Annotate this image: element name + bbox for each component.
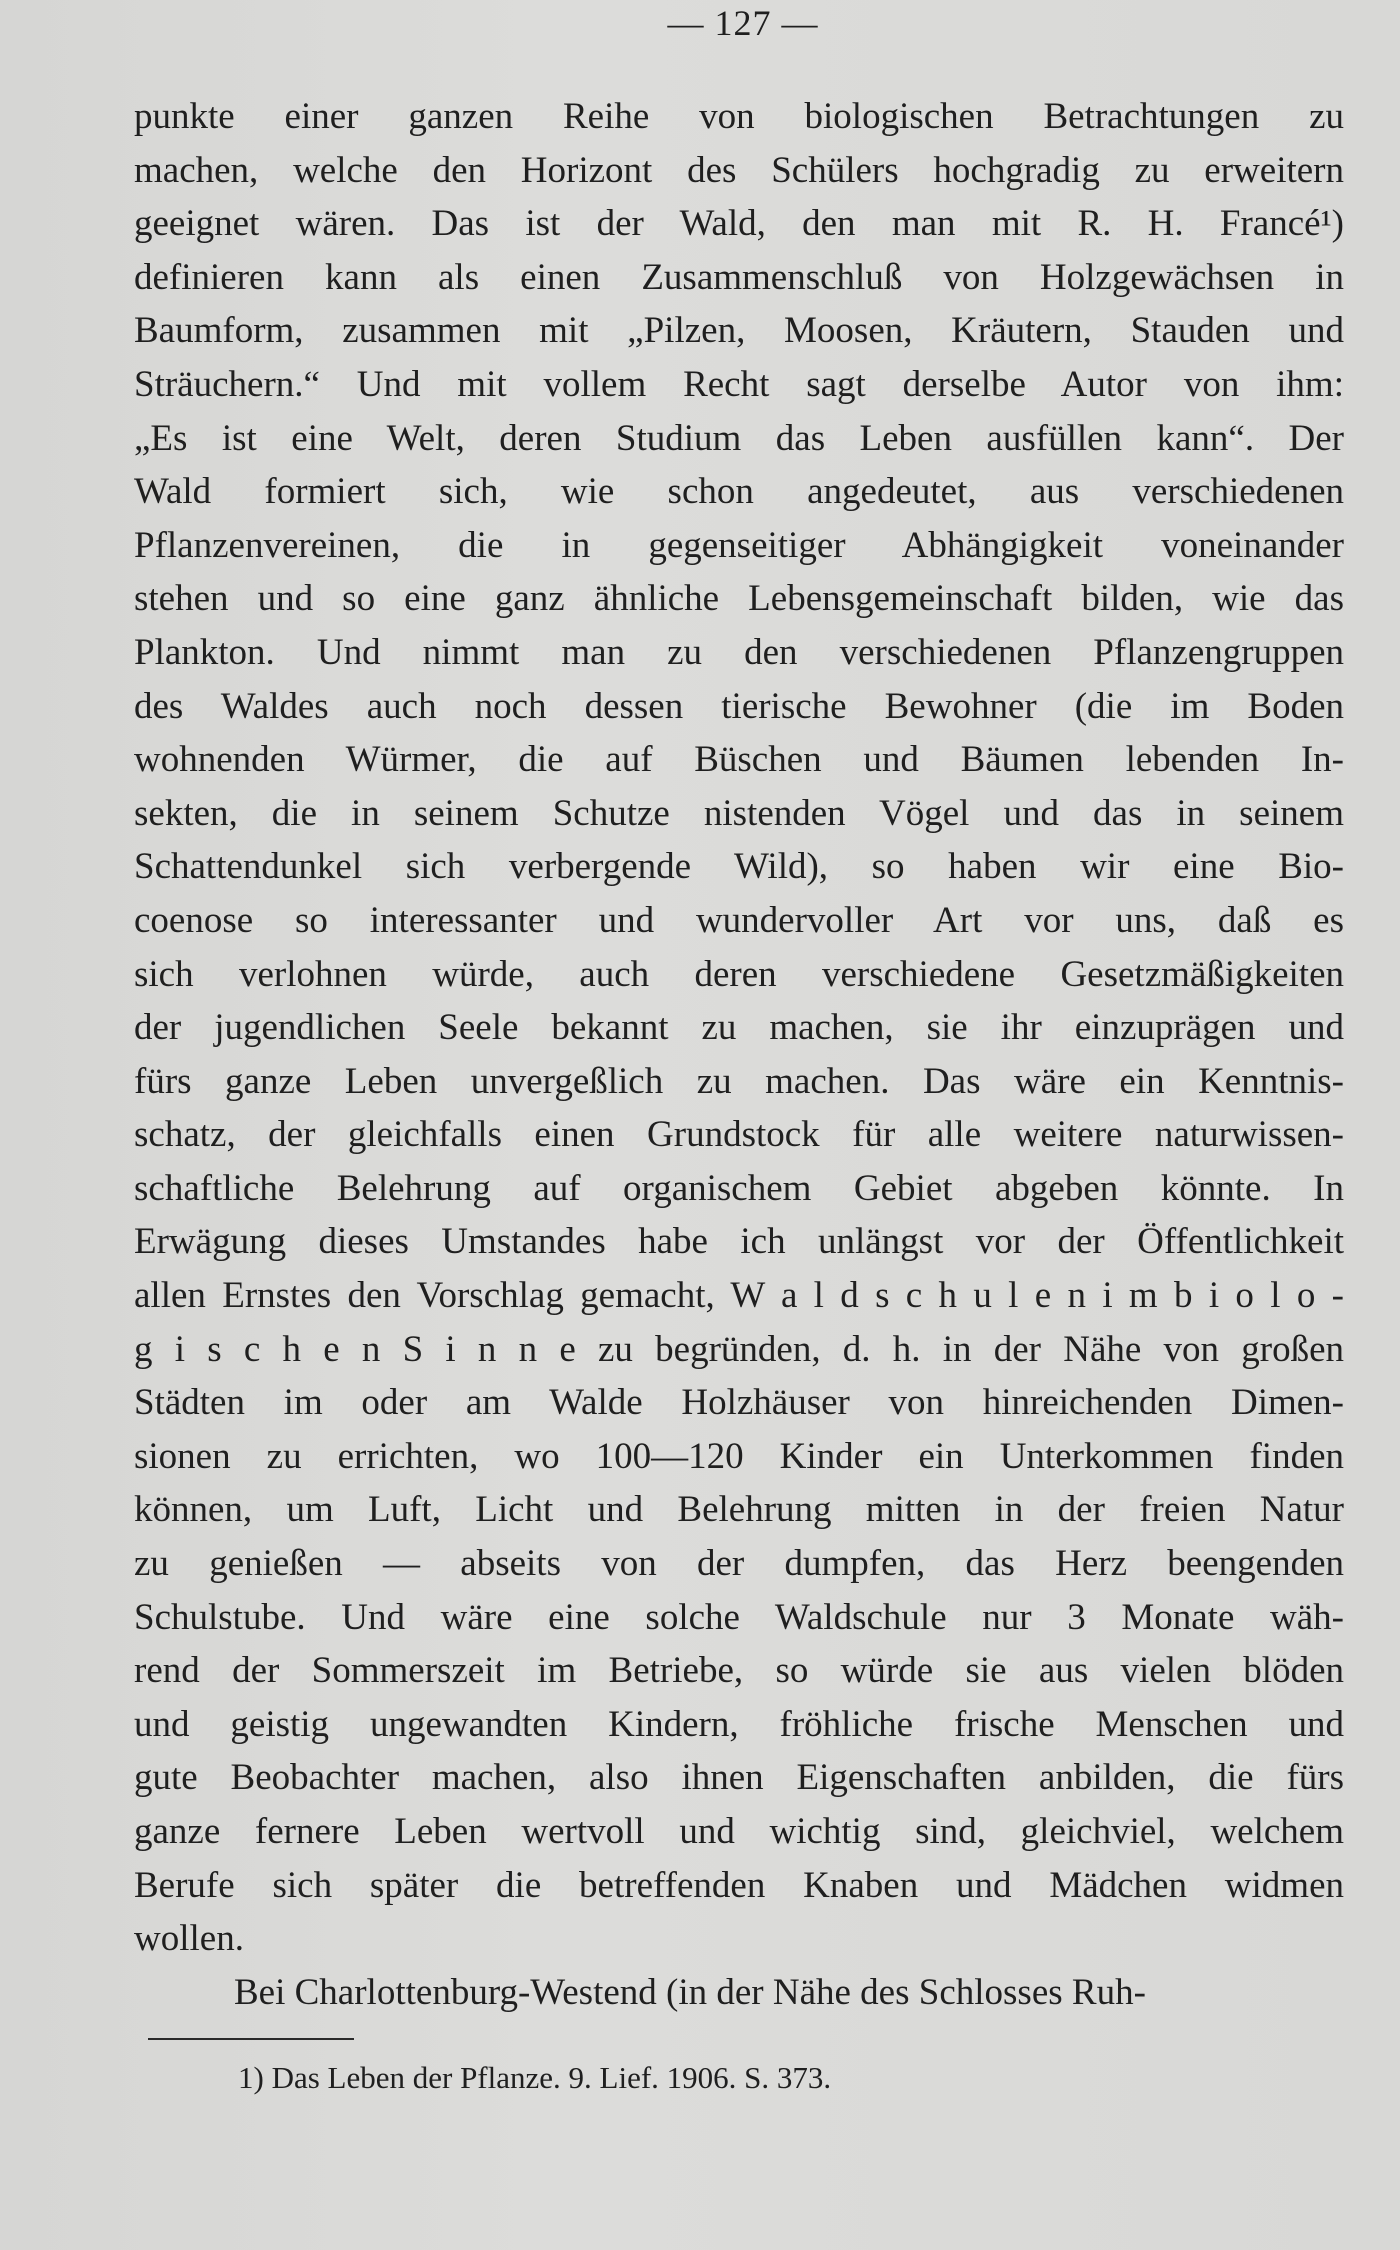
text-line: der jugendlichen Seele bekannt zu machen, sie ihr einzuprägen und xyxy=(134,1007,1344,1049)
text-line: schaftliche Belehrung auf organischem Gebiet abgeben könnte. In xyxy=(134,1167,1344,1209)
text-line: schatz, der gleichfalls einen Grundstock für alle weitere naturwissen- xyxy=(134,1114,1344,1156)
text-line-paragraph-start: Bei Charlottenburg-Westend (in der Nähe des Schlosses Ruh- xyxy=(234,1971,1146,2013)
footnote: 1) Das Leben der Pflanze. 9. Lief. 1906. S. 373. xyxy=(238,2060,832,2095)
text-line: Wald formiert sich, wie schon angedeutet, aus verschiedenen xyxy=(134,471,1344,513)
text-line: machen, welche den Horizont des Schülers hochgradig zu erweitern xyxy=(134,149,1344,191)
text-line: Schulstube. Und wäre eine solche Waldschule nur 3 Monate wäh- xyxy=(134,1596,1344,1638)
text-line: sich verlohnen würde, auch deren verschiedene Gesetzmäßigkeiten xyxy=(134,953,1344,995)
text-line: und geistig ungewandten Kindern, fröhliche frische Menschen und xyxy=(134,1703,1344,1745)
text-line: Erwägung dieses Umstandes habe ich unlängst vor der Öffentlichkeit xyxy=(134,1221,1344,1263)
text-line: des Waldes auch noch dessen tierische Bewohner (die im Boden xyxy=(134,685,1344,727)
text-line: gute Beobachter machen, also ihnen Eigenschaften anbilden, die fürs xyxy=(134,1757,1344,1799)
text-line: sekten, die in seinem Schutze nistenden Vögel und das in seinem xyxy=(134,792,1344,834)
text-line: sionen zu errichten, wo 100—120 Kinder ein Unterkommen finden xyxy=(134,1435,1344,1477)
text-line: fürs ganze Leben unvergeßlich zu machen. Das wäre ein Kenntnis- xyxy=(134,1060,1344,1102)
page-number: — 127 — xyxy=(667,3,819,43)
text-line: können, um Luft, Licht und Belehrung mitten in der freien Natur xyxy=(134,1489,1344,1531)
text-line: ganze fernere Leben wertvoll und wichtig sind, gleichviel, welchem xyxy=(134,1811,1344,1852)
text-line: wohnenden Würmer, die auf Büschen und Bäumen lebenden In- xyxy=(134,739,1344,781)
text-line: Plankton. Und nimmt man zu den verschiedenen Pflanzengruppen xyxy=(134,631,1344,673)
text-line: zu genießen — abseits von der dumpfen, das Herz beengenden xyxy=(134,1543,1344,1585)
text-line: Pflanzenvereinen, die in gegenseitiger Abhängigkeit voneinander xyxy=(134,524,1344,566)
text-line: geeignet wären. Das ist der Wald, den man mit R. H. Francé¹) xyxy=(134,203,1344,245)
text-line: definieren kann als einen Zusammenschluß von Holzgewächsen in xyxy=(134,256,1344,298)
text-line: g i s c h e n S i n n e zu begründen, d. h. in der Nähe von großen xyxy=(134,1328,1344,1370)
body-text xyxy=(134,90,1344,2019)
text-line: „Es ist eine Welt, deren Studium das Leben ausfüllen kann“. Der xyxy=(134,417,1344,459)
text-line: Sträuchern.“ Und mit vollem Recht sagt derselbe Autor von ihm: xyxy=(134,363,1344,405)
text-line: punkte einer ganzen Reihe von biologischen Betrachtungen zu xyxy=(134,96,1344,137)
text-line: Schattendunkel sich verbergende Wild), so haben wir eine Bio- xyxy=(134,846,1344,888)
text-line: allen Ernstes den Vorschlag gemacht, W a l d s c h u l e n i m b i o l o - xyxy=(134,1275,1344,1317)
text-line: Städten im oder am Walde Holzhäuser von hinreichenden Dimen- xyxy=(134,1382,1344,1424)
text-line: Baumform, zusammen mit „Pilzen, Moosen, Kräutern, Stauden und xyxy=(134,310,1344,352)
text-line: Berufe sich später die betreffenden Knaben und Mädchen widmen xyxy=(134,1864,1344,1906)
text-line: rend der Sommerszeit im Betriebe, so würde sie aus vielen blöden xyxy=(134,1650,1344,1692)
text-line-paragraph-end: wollen. xyxy=(134,1918,244,1960)
text-line: stehen und so eine ganz ähnliche Lebensgemeinschaft bilden, wie das xyxy=(134,578,1344,620)
footnote-divider xyxy=(148,2038,354,2040)
text-line: coenose so interessanter und wundervoller Art vor uns, daß es xyxy=(134,899,1344,941)
